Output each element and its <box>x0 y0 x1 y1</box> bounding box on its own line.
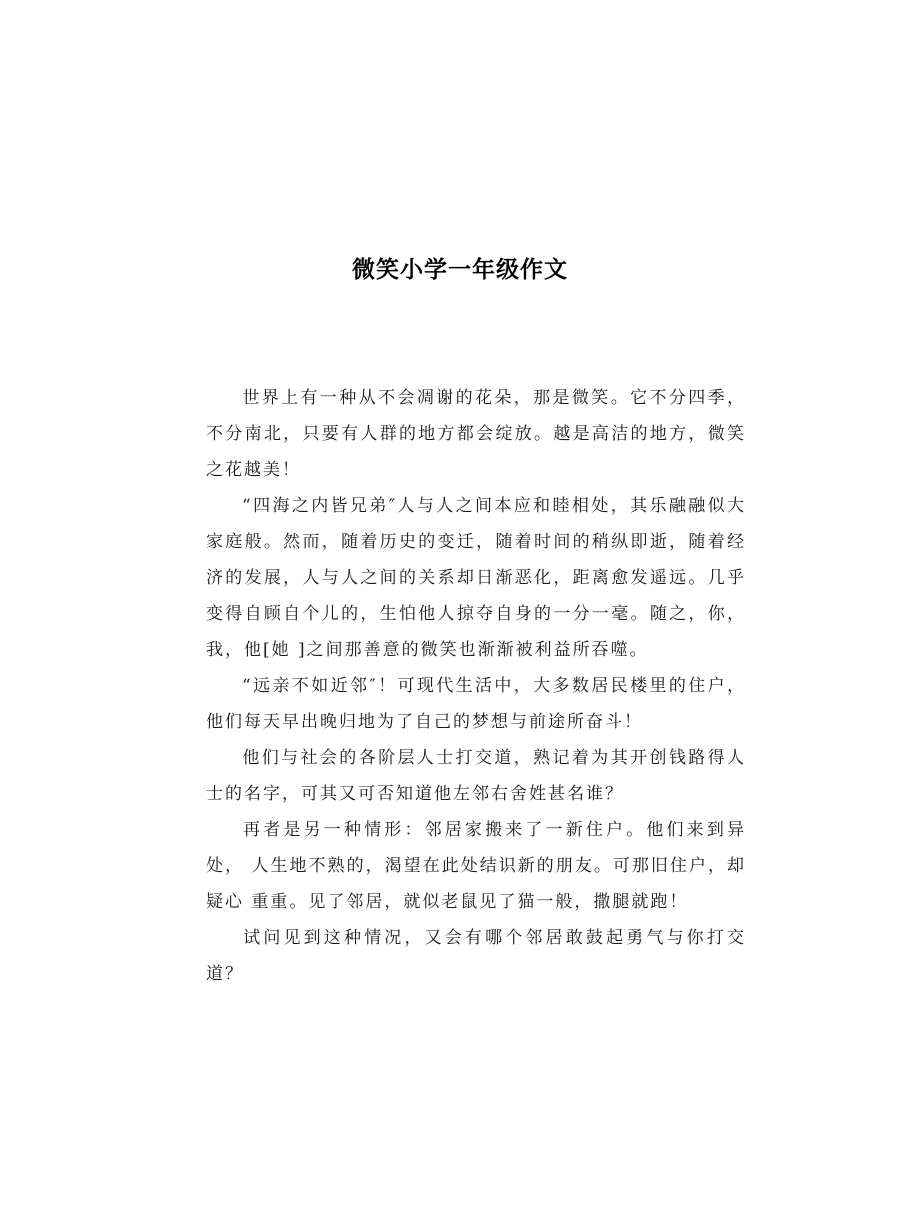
document-title: 微笑小学一年级作文 <box>352 256 568 283</box>
paragraph <box>206 920 746 992</box>
paragraph-text: 再者是另一种情形：邻居家搬来了一新住户。他们来到异处， 人生地不熟的，渴望在此处结识新的朋友。可那旧住户，却疑心 重重。见了邻居，就似老鼠见了猫一般，撒腿就跑！ <box>206 820 746 912</box>
paragraph-text: 他们与社会的各阶层人士打交道，熟记着为其开创钱路得人士的名字，可其又可否知道他左邻右舍姓甚名谁？ <box>206 748 746 804</box>
paragraph-text: “远亲不如近邻″！可现代生活中，大多数居民楼里的住户，他们每天早出晚归地为了自己的梦想与前途所奋斗！ <box>206 676 746 732</box>
paragraph-text: “四海之内皆兄弟″人与人之间本应和睦相处，其乐融融似大家庭般。然而，随着历史的变迁，随着时间的稍纵即逝，随着经济的发展，人与人之间的关系却日渐恶化，距离愈发遥远。几乎变得自顾自个儿的，生怕他人掠夺自身的一分一毫。随之，你，我，他[她 ]之间那善意的微笑也渐渐被利益所吞噬。 <box>206 496 746 660</box>
paragraph-text: 世界上有一种从不会凋谢的花朵，那是微笑。它不分四季，不分南北，只要有人群的地方都会绽放。越是高洁的地方，微笑之花越美！ <box>206 388 746 480</box>
paragraph <box>206 668 746 740</box>
paragraph <box>206 812 746 920</box>
paragraph-text: 试问见到这种情况，又会有哪个邻居敢鼓起勇气与你打交道？ <box>206 928 746 984</box>
paragraph <box>206 380 746 488</box>
paragraph <box>206 488 746 668</box>
paragraph <box>206 740 746 812</box>
document-body <box>206 380 746 992</box>
